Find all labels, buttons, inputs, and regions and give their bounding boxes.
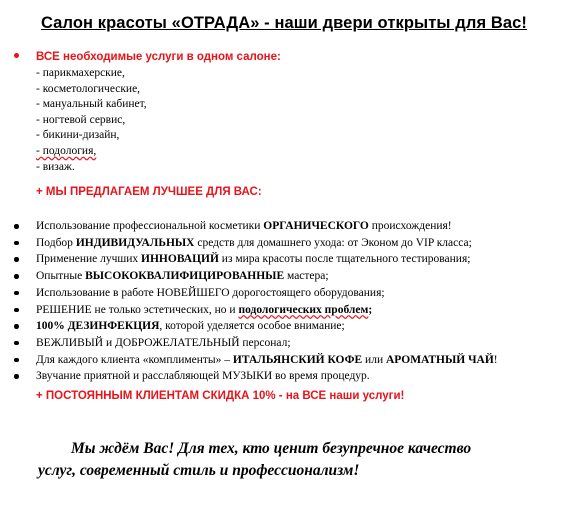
feature-item: Опытные ВЫСОКОКВАЛИФИЦИРОВАННЫЕ мастера;	[14, 268, 564, 285]
service-item: - парикмахерские,	[36, 67, 125, 79]
service-item: - мануальный кабинет,	[36, 98, 147, 111]
closing-line-1: Мы ждём Вас! Для тех, кто ценит безупречное качество	[71, 440, 472, 457]
services-heading	[14, 51, 281, 63]
page-title: Салон красоты «ОТРАДА» - наши двери открыты для Вас!	[40, 14, 528, 32]
service-item: - бикини-дизайн,	[36, 129, 120, 142]
service-item: - косметологические,	[36, 82, 141, 95]
services-heading-text: ВСЕ необходимые услуги в одном салоне:	[36, 51, 281, 63]
feature-item: Использование профессиональной косметики ОРГАНИЧЕСКОГО происхождения!	[14, 218, 564, 235]
feature-item: РЕШЕНИЕ не только эстетических, но и подологических проблем;	[14, 302, 564, 319]
service-item	[36, 144, 147, 160]
closing-line-2: услуг, современный стиль и профессионализм!	[38, 462, 360, 479]
offer-heading: + МЫ ПРЕДЛАГАЕМ ЛУЧШЕЕ ДЛЯ ВАС:	[36, 186, 262, 198]
features-list	[14, 218, 564, 385]
feature-item: Подбор ИНДИВИДУАЛЬНЫХ средств для домашнего ухода: от Эконом до VIP класса;	[14, 235, 564, 252]
feature-item: Использование в работе НОВЕЙШЕГО дорогостоящего оборудования;	[14, 285, 564, 302]
bullet-icon	[14, 53, 19, 58]
service-item-text: - подология,	[36, 144, 97, 157]
feature-item: 100% ДЕЗИНФЕКЦИЯ, которой уделяется особое внимание;	[14, 318, 564, 335]
closing-message	[38, 438, 558, 482]
service-item: - ногтевой сервис,	[36, 113, 126, 126]
feature-item: ВЕЖЛИВЫЙ и ДОБРОЖЕЛАТЕЛЬНЫЙ персонал;	[14, 335, 564, 352]
services-list	[36, 66, 147, 175]
discount-line: + ПОСТОЯННЫМ КЛИЕНТАМ СКИДКА 10% - на ВСЕ наши услуги!	[36, 390, 405, 402]
feature-item: Звучание приятной и расслабляющей МУЗЫКИ во время процедур.	[14, 368, 564, 385]
service-item: - визаж.	[36, 160, 75, 173]
feature-item: Применение лучших ИННОВАЦИЙ из мира красоты после тщательного тестирования;	[14, 251, 564, 268]
feature-item: Для каждого клиента «комплименты» – ИТАЛЬЯНСКИЙ КОФЕ или АРОМАТНЫЙ ЧАЙ!	[14, 352, 564, 369]
